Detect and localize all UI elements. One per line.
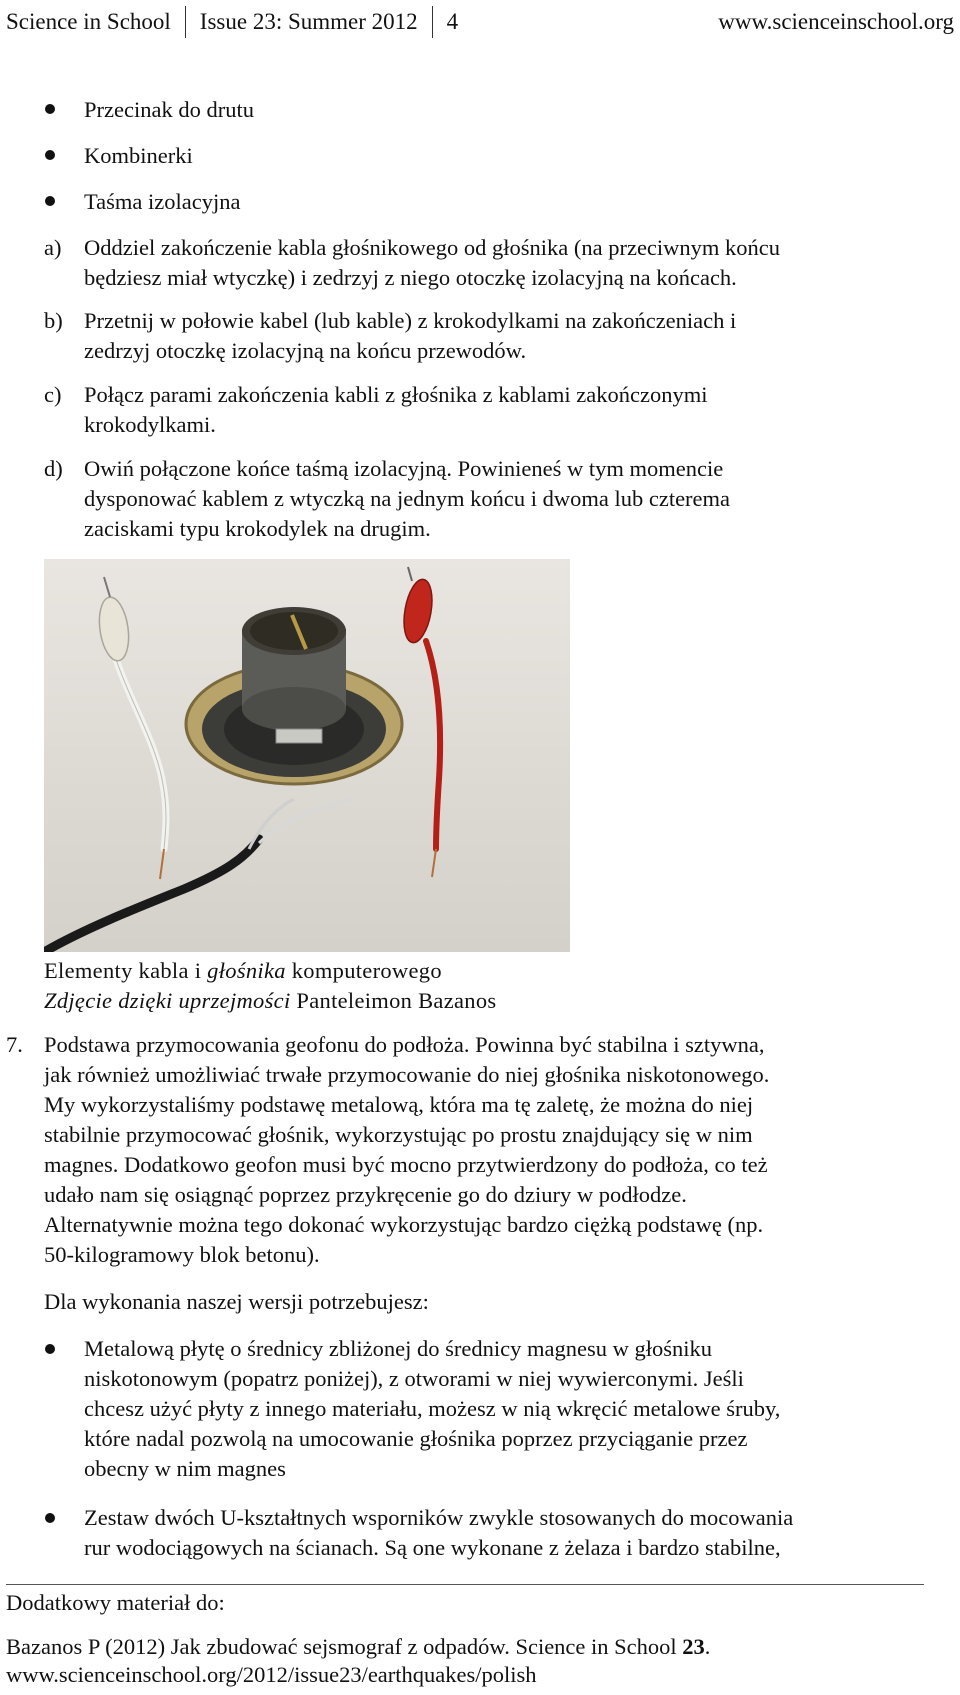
footer-divider — [6, 1584, 924, 1585]
photo-credit — [44, 986, 496, 1016]
text-line: będziesz miał wtyczkę) i zedrzyj z niego otoczkę izolacyjną na końcach. — [84, 265, 737, 290]
text-line: zedrzyj otoczkę izolacyjną na końcu przewodów. — [84, 338, 527, 363]
bullet-dot — [45, 1344, 55, 1354]
bullet-dot — [45, 104, 55, 114]
page-number: 4 — [446, 9, 459, 34]
text-line: krokodylkami. — [84, 412, 216, 437]
text-line: Metalową płytę o średnicy zbliżonej do średnicy magnesu w głośniku — [84, 1336, 712, 1361]
text-line: obecny w nim magnes — [84, 1456, 286, 1481]
text-line: Zestaw dwóch U-kształtnych wsporników zwykle stosowanych do mocowania — [84, 1505, 794, 1530]
step-marker: d) — [44, 456, 63, 481]
list-item: Kombinerki — [84, 143, 193, 168]
footer-label: Dodatkowy materiał do: — [6, 1590, 225, 1615]
step-text — [84, 454, 944, 544]
text-line: udało nam się osiągnąć poprzez przykręcenie go do dziury w podłodze. — [44, 1182, 687, 1207]
list-item: Taśma izolacyjna — [84, 189, 241, 214]
step-text — [84, 380, 944, 440]
text-line: magnes. Dodatkowo geofon musi być mocno przytwierdzony do podłoża, co też — [44, 1152, 768, 1177]
requirement-item — [84, 1334, 944, 1484]
text-line: jak również umożliwiać trwałe przymocowanie do niej głośnika niskotonowego. — [44, 1062, 770, 1087]
website-link[interactable]: www.scienceinschool.org — [718, 9, 954, 34]
journal-name: Science in School — [6, 9, 171, 34]
text-line: zaciskami typu krokodylek na drugim. — [84, 516, 431, 541]
text-line: dysponować kablem z wtyczką na jednym końcu i dwoma lub czterema — [84, 486, 731, 511]
step-marker: c) — [44, 382, 62, 407]
text-line: chcesz użyć płyty z innego materiału, możesz w nią wkręcić metalowe śruby, — [84, 1396, 781, 1421]
header-divider — [185, 6, 186, 38]
credit-italic: Zdjęcie dzięki uprzejmości — [44, 988, 291, 1013]
bullet-dot — [45, 150, 55, 160]
text-line: niskotonowym (popatrz poniżej), z otworami w niej wywierconymi. Jeśli — [84, 1366, 744, 1391]
issue-label: Issue 23: Summer 2012 — [199, 9, 418, 34]
header-divider — [432, 6, 433, 38]
text-line: 50-kilogramowy blok betonu). — [44, 1242, 320, 1267]
footer-url[interactable]: www.scienceinschool.org/2012/issue23/earthquakes/polish — [6, 1662, 537, 1687]
bullet-dot — [45, 196, 55, 206]
text-line: Owiń połączone końce taśmą izolacyjną. Powinieneś w tym momencie — [84, 456, 724, 481]
photo-caption — [44, 956, 442, 986]
citation-text: Bazanos P (2012) Jak zbudować sejsmograf z odpadów. Science in School — [6, 1634, 683, 1659]
section-number: 7. — [6, 1032, 23, 1057]
text-line: Przetnij w połowie kabel (lub kable) z krokodylkami na zakończeniach i — [84, 308, 737, 333]
step-marker: b) — [44, 308, 63, 333]
page-header — [6, 4, 954, 40]
text-line: stabilnie przymocować głośnik, wykorzystując po prostu znajdujący się w nim — [44, 1122, 753, 1147]
credit-name: Panteleimon Bazanos — [290, 988, 497, 1013]
list-item: Przecinak do drutu — [84, 97, 254, 122]
text-line: Podstawa przymocowania geofonu do podłoża. Powinna być stabilna i sztywna, — [44, 1032, 765, 1057]
text-line: My wykorzystaliśmy podstawę metalową, która ma tę zaletę, że można do niej — [44, 1092, 754, 1117]
requirement-item — [84, 1503, 944, 1563]
requirements-intro: Dla wykonania naszej wersji potrzebujesz: — [44, 1289, 429, 1314]
citation-text: . — [704, 1634, 711, 1659]
footer-citation — [6, 1634, 710, 1660]
text-line: Oddziel zakończenie kabla głośnikowego od głośnika (na przeciwnym końcu — [84, 235, 781, 260]
section-paragraph — [44, 1030, 904, 1270]
text-line: rur wodociągowych na ścianach. Są one wykonane z żelaza i bardzo stabilne, — [84, 1535, 781, 1560]
caption-text: Elementy kabla i — [44, 958, 208, 983]
text-line: które nadal pozwolą na umocowanie głośnika poprzez przyciąganie przez — [84, 1426, 748, 1451]
bullet-dot — [45, 1513, 55, 1523]
step-text — [84, 306, 944, 366]
speaker-cable-photo — [44, 559, 570, 952]
speaker-illustration — [44, 559, 570, 952]
text-line: Połącz parami zakończenia kabli z głośnika z kablami zakończonymi — [84, 382, 708, 407]
step-marker: a) — [44, 235, 62, 260]
citation-volume: 23 — [682, 1634, 705, 1659]
text-line: Alternatywnie można tego dokonać wykorzystując bardzo ciężką podstawę (np. — [44, 1212, 764, 1237]
caption-italic: głośnika — [207, 958, 286, 983]
caption-text: komputerowego — [285, 958, 442, 983]
step-text — [84, 233, 944, 293]
